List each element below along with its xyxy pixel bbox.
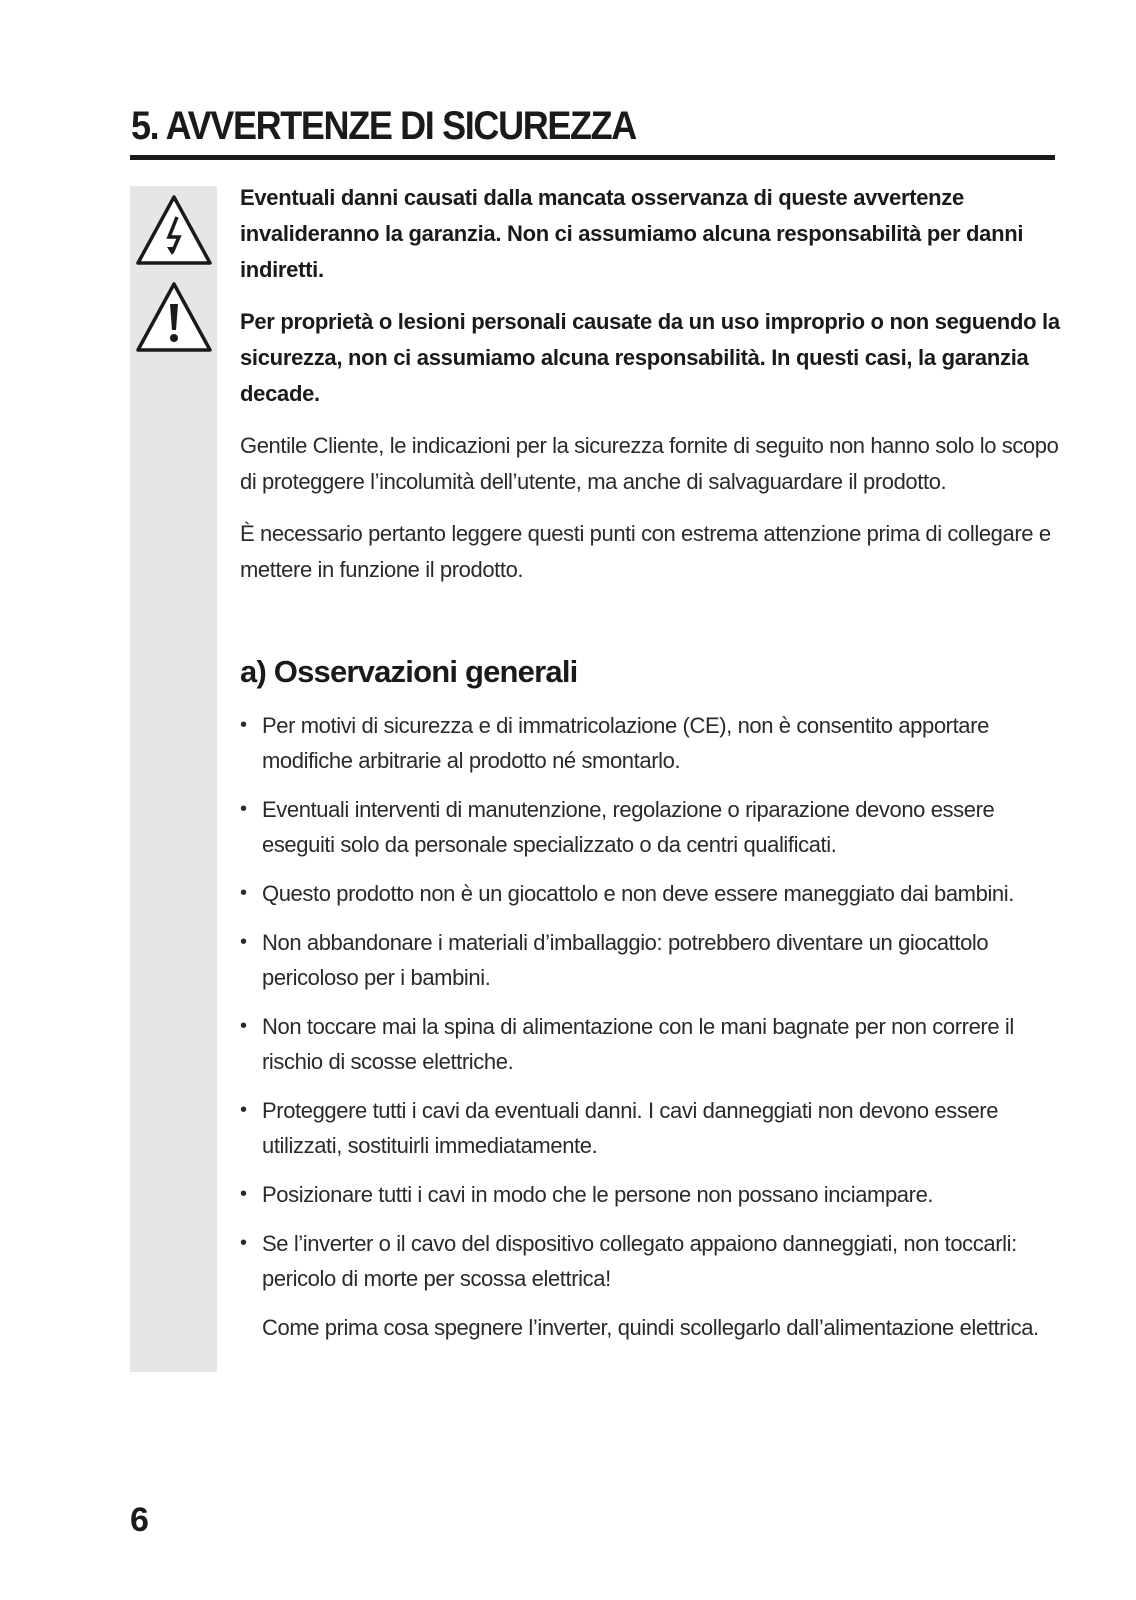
liability-warning-text: Per proprietà o lesioni personali causate da un uso improprio o non seguendo la sicurezza, non ci assumiamo alcuna responsabilità. In questi casi, la garanzia decade.: [240, 309, 1060, 406]
caution-warning-icon: [134, 280, 214, 356]
electric-shock-warning-icon: [134, 193, 214, 269]
page-number: 6: [130, 1501, 149, 1539]
list-item: • Questo prodotto non è un giocattolo e non deve essere maneggiato dai bambini.: [240, 876, 1060, 911]
bullet-icon: •: [240, 714, 247, 736]
read-carefully-text: È necessario pertanto leggere questi punti con estrema attenzione prima di collegare e mettere in funzione il prodotto.: [240, 521, 1051, 582]
list-item: • Eventuali interventi di manutenzione, regolazione o riparazione devono essere eseguiti solo da personale specializzato o da centri qualificati.: [240, 792, 1060, 862]
main-content: [240, 180, 1060, 1345]
list-item: • Non abbandonare i materiali d’imballaggio: potrebbero diventare un giocattolo pericoloso per i bambini.: [240, 925, 1060, 995]
customer-notice-text: Gentile Cliente, le indicazioni per la sicurezza fornite di seguito non hanno solo lo scopo di proteggere l’incolumità dell’utente, ma anche di salvaguardare il prodotto.: [240, 433, 1059, 494]
bullet-icon: •: [240, 931, 247, 953]
bullet-icon: •: [240, 882, 247, 904]
section-title: 5. AVVERTENZE DI SICUREZZA: [131, 104, 636, 148]
bullet-icon: •: [240, 1183, 247, 1205]
bullet-icon: •: [240, 798, 247, 820]
bullet-icon: •: [240, 1232, 247, 1254]
warranty-warning-text: Eventuali danni causati dalla mancata osservanza di queste avvertenze invalideranno la garanzia. Non ci assumiamo alcuna responsabilità per danni indiretti.: [240, 185, 1024, 282]
general-observations-heading: a) Osservazioni generali: [240, 654, 578, 689]
general-observations-list: [240, 708, 1060, 1296]
list-item: • Posizionare tutti i cavi in modo che le persone non possano inciampare.: [240, 1177, 1060, 1212]
switch-off-instruction-text: Come prima cosa spegnere l’inverter, quindi scollegarlo dall’alimentazione elettrica.: [262, 1315, 1039, 1340]
list-item: • Se l’inverter o il cavo del dispositivo collegato appaiono danneggiati, non toccarli: pericolo di morte per scossa elettrica!: [240, 1226, 1060, 1296]
bullet-icon: •: [240, 1099, 247, 1121]
list-item: • Non toccare mai la spina di alimentazione con le mani bagnate per non correre il rischio di scosse elettriche.: [240, 1009, 1060, 1079]
list-item: • Per motivi di sicurezza e di immatricolazione (CE), non è consentito apportare modifiche arbitrarie al prodotto né smontarlo.: [240, 708, 1060, 778]
bullet-icon: •: [240, 1015, 247, 1037]
icon-sidebar: [130, 186, 217, 1372]
title-divider: [130, 155, 1055, 160]
list-item: • Proteggere tutti i cavi da eventuali danni. I cavi danneggiati non devono essere utilizzati, sostituirli immediatamente.: [240, 1093, 1060, 1163]
